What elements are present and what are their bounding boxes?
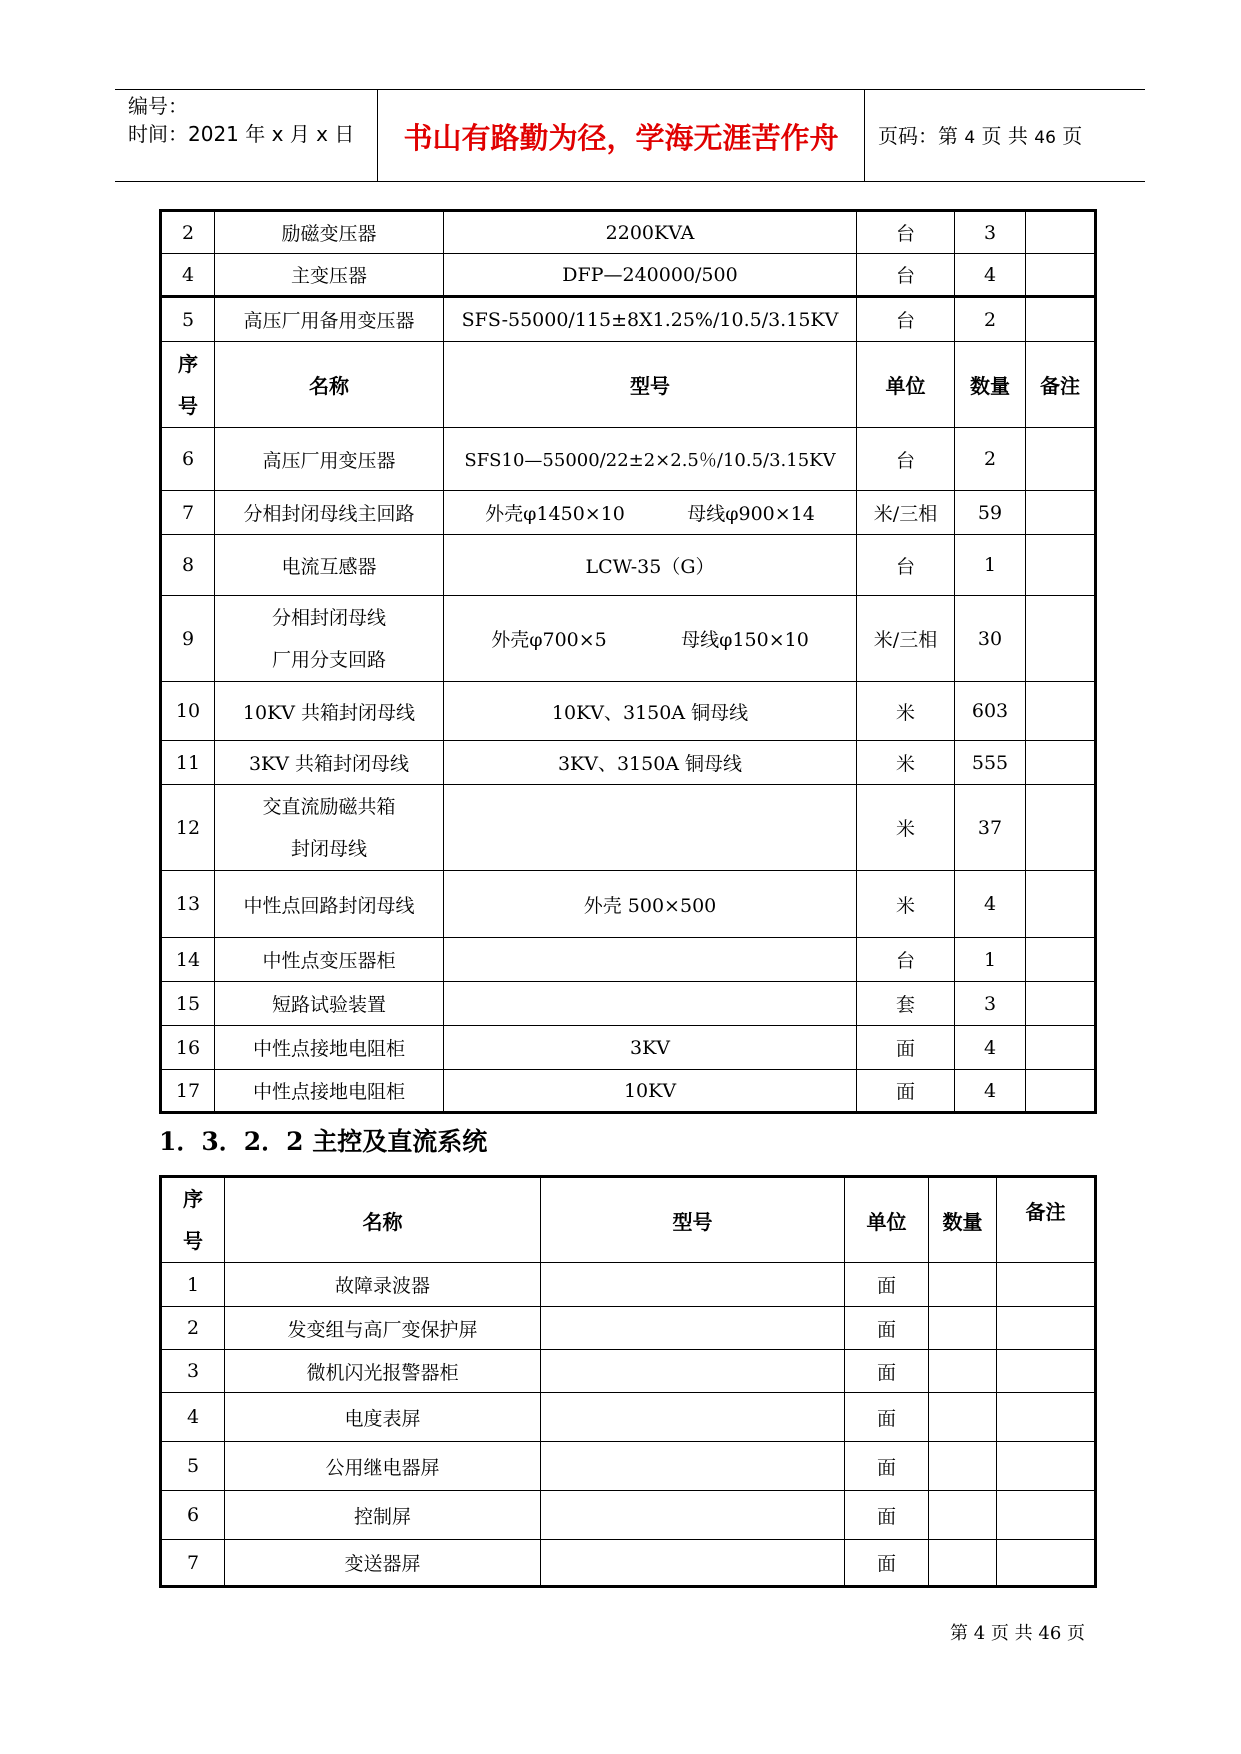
cell-unit: 面 [845, 1350, 929, 1393]
cell-unit: 台 [857, 938, 955, 982]
cell-unit: 面 [845, 1442, 929, 1491]
name-line-1: 分相封闭母线 [271, 606, 386, 629]
cell-unit: 米/三相 [857, 491, 955, 535]
table-row [161, 682, 1096, 741]
cell-model [444, 938, 857, 982]
cell-qty: 4 [955, 254, 1026, 297]
footer-mid: 页 共 [990, 1623, 1033, 1644]
header-no: 序号 [161, 1177, 225, 1263]
page-total: 46 [1034, 128, 1056, 148]
header-unit: 单位 [857, 342, 955, 428]
cell-model: SFS10—55000/22±2×2.5％/10.5/3.15KV [444, 428, 857, 491]
cell-no: 14 [161, 938, 215, 982]
cell-note [1026, 535, 1096, 596]
doc-time-label: 时间：2021 年 x 月 x 日 [128, 122, 355, 146]
header-name: 名称 [225, 1177, 541, 1263]
header-no: 序号 [161, 342, 215, 428]
table-row [161, 1442, 1096, 1491]
cell-note [1026, 871, 1096, 938]
cell-qty [929, 1350, 997, 1393]
footer-total: 46 [1038, 1623, 1062, 1644]
cell-model: 10KV、3150A 铜母线 [444, 682, 857, 741]
cell-qty: 603 [955, 682, 1026, 741]
cell-note [1026, 785, 1096, 871]
cell-name: 变送器屏 [225, 1540, 541, 1587]
table-row [161, 211, 1096, 254]
cell-qty [929, 1393, 997, 1442]
cell-name: 短路试验装置 [215, 982, 444, 1026]
cell-model [541, 1442, 845, 1491]
cell-qty: 30 [955, 596, 1026, 682]
cell-qty [929, 1307, 997, 1350]
cell-unit: 台 [857, 211, 955, 254]
table-row [161, 1307, 1096, 1350]
table-row [161, 938, 1096, 982]
header-divider-right [864, 90, 865, 182]
cell-qty: 555 [955, 741, 1026, 785]
cell-name: 中性点回路封闭母线 [215, 871, 444, 938]
cell-qty [929, 1263, 997, 1307]
cell-note [1026, 254, 1096, 297]
page-number: 4 [964, 128, 976, 148]
footer-page: 4 [973, 1623, 986, 1644]
page-mid: 页 共 [981, 124, 1028, 148]
header-model: 型号 [444, 342, 857, 428]
cell-name: 主变压器 [215, 254, 444, 297]
table-row [161, 491, 1096, 535]
cell-name: 微机闪光报警器柜 [225, 1350, 541, 1393]
cell-model [541, 1540, 845, 1587]
cell-qty [929, 1491, 997, 1540]
model-busbar: 母线φ150×10 [681, 629, 809, 651]
header-note: 备注 [1026, 342, 1096, 428]
cell-name: 故障录波器 [225, 1263, 541, 1307]
model-shell: 外壳φ1450×10 [485, 503, 625, 525]
header-name: 名称 [215, 342, 444, 428]
cell-qty: 3 [955, 982, 1026, 1026]
cell-qty [929, 1442, 997, 1491]
header-left [128, 92, 354, 148]
cell-model: 10KV [444, 1070, 857, 1113]
cell-no: 2 [161, 1307, 225, 1350]
cell-no: 16 [161, 1026, 215, 1070]
model-shell: 外壳φ700×5 [491, 629, 607, 651]
table-header-row [161, 342, 1096, 428]
cell-unit: 台 [857, 535, 955, 596]
cell-no: 10 [161, 682, 215, 741]
cell-qty: 1 [955, 535, 1026, 596]
cell-model [444, 596, 857, 682]
cell-qty [929, 1540, 997, 1587]
cell-unit: 台 [857, 254, 955, 297]
cell-no: 7 [161, 491, 215, 535]
table-row [161, 1350, 1096, 1393]
cell-qty: 37 [955, 785, 1026, 871]
cell-note [1026, 938, 1096, 982]
cell-note [1026, 596, 1096, 682]
cell-unit: 面 [857, 1026, 955, 1070]
cell-name: 3KV 共箱封闭母线 [215, 741, 444, 785]
header-note: 备注 [997, 1177, 1096, 1263]
section-title: 1．3．2．2 主控及直流系统 [159, 1127, 488, 1156]
cell-unit: 面 [845, 1540, 929, 1587]
name-line-2: 厂用分支回路 [271, 648, 386, 671]
cell-name: 分相封闭母线主回路 [215, 491, 444, 535]
cell-unit: 米/三相 [857, 596, 955, 682]
cell-model: SFS-55000/115±8X1.25%/10.5/3.15KV [444, 297, 857, 342]
table-row [161, 1026, 1096, 1070]
cell-name: 公用继电器屏 [225, 1442, 541, 1491]
cell-model [444, 491, 857, 535]
table-row [161, 871, 1096, 938]
cell-qty: 59 [955, 491, 1026, 535]
footer-prefix: 第 [950, 1623, 968, 1644]
cell-no: 5 [161, 297, 215, 342]
header-qty: 数量 [929, 1177, 997, 1263]
cell-note [1026, 211, 1096, 254]
cell-name: 高压厂用变压器 [215, 428, 444, 491]
cell-model [541, 1350, 845, 1393]
model-busbar: 母线φ900×14 [687, 503, 815, 525]
header-unit: 单位 [845, 1177, 929, 1263]
cell-no: 11 [161, 741, 215, 785]
cell-model: 3KV、3150A 铜母线 [444, 741, 857, 785]
cell-model: 2200KVA [444, 211, 857, 254]
cell-model [541, 1307, 845, 1350]
header-motto: 书山有路勤为径，学海无涯苦作舟 [403, 120, 839, 155]
cell-no: 7 [161, 1540, 225, 1587]
doc-number-label: 编号： [128, 94, 188, 118]
name-line-1: 交直流励磁共箱 [262, 795, 396, 818]
header-model: 型号 [541, 1177, 845, 1263]
cell-model: 3KV [444, 1026, 857, 1070]
cell-note [1026, 297, 1096, 342]
cell-name: 10KV 共箱封闭母线 [215, 682, 444, 741]
cell-unit: 套 [857, 982, 955, 1026]
cell-unit: 米 [857, 741, 955, 785]
cell-note [1026, 741, 1096, 785]
cell-model [444, 785, 857, 871]
cell-name: 中性点变压器柜 [215, 938, 444, 982]
cell-no: 2 [161, 211, 215, 254]
cell-name [215, 596, 444, 682]
header-page-info [878, 120, 1082, 149]
footer-suffix: 页 [1067, 1623, 1086, 1644]
cell-qty: 2 [955, 297, 1026, 342]
table-row [161, 1491, 1096, 1540]
cell-note [1026, 428, 1096, 491]
cell-note [997, 1393, 1096, 1442]
cell-qty: 4 [955, 1026, 1026, 1070]
equipment-table-2 [159, 1175, 1097, 1588]
cell-no: 8 [161, 535, 215, 596]
cell-model [541, 1263, 845, 1307]
cell-unit: 米 [857, 785, 955, 871]
cell-note [1026, 1026, 1096, 1070]
page-prefix: 页码：第 [878, 124, 958, 148]
cell-name: 高压厂用备用变压器 [215, 297, 444, 342]
cell-note [997, 1350, 1096, 1393]
cell-name: 电度表屏 [225, 1393, 541, 1442]
cell-no: 6 [161, 1491, 225, 1540]
cell-no: 4 [161, 254, 215, 297]
cell-note [997, 1442, 1096, 1491]
cell-no: 15 [161, 982, 215, 1026]
cell-no: 6 [161, 428, 215, 491]
cell-unit: 米 [857, 682, 955, 741]
cell-qty: 1 [955, 938, 1026, 982]
cell-name [215, 785, 444, 871]
table-header-row [161, 1177, 1096, 1263]
cell-unit: 台 [857, 428, 955, 491]
table-row [161, 1393, 1096, 1442]
table-row [161, 1070, 1096, 1113]
cell-name: 中性点接地电阻柜 [215, 1026, 444, 1070]
cell-note [997, 1263, 1096, 1307]
cell-no: 4 [161, 1393, 225, 1442]
cell-note [997, 1491, 1096, 1540]
header-qty: 数量 [955, 342, 1026, 428]
cell-name: 发变组与高厂变保护屏 [225, 1307, 541, 1350]
table-row [161, 785, 1096, 871]
name-line-2: 封闭母线 [290, 837, 367, 860]
cell-note [997, 1307, 1096, 1350]
cell-qty: 4 [955, 1070, 1026, 1113]
cell-note [1026, 1070, 1096, 1113]
cell-no: 12 [161, 785, 215, 871]
cell-name: 励磁变压器 [215, 211, 444, 254]
cell-qty: 2 [955, 428, 1026, 491]
cell-name: 控制屏 [225, 1491, 541, 1540]
cell-unit: 面 [857, 1070, 955, 1113]
cell-name: 电流互感器 [215, 535, 444, 596]
cell-unit: 面 [845, 1491, 929, 1540]
cell-model [541, 1491, 845, 1540]
cell-unit: 面 [845, 1263, 929, 1307]
table-row [161, 1540, 1096, 1587]
table-row [161, 535, 1096, 596]
cell-note [1026, 982, 1096, 1026]
page-footer [950, 1619, 1085, 1645]
cell-model [541, 1393, 845, 1442]
cell-note [997, 1540, 1096, 1587]
table-row [161, 297, 1096, 342]
cell-qty: 4 [955, 871, 1026, 938]
cell-no: 3 [161, 1350, 225, 1393]
cell-name: 中性点接地电阻柜 [215, 1070, 444, 1113]
table-row [161, 428, 1096, 491]
cell-unit: 米 [857, 871, 955, 938]
table-row [161, 254, 1096, 297]
cell-note [1026, 682, 1096, 741]
cell-unit: 台 [857, 297, 955, 342]
equipment-table-1 [159, 209, 1097, 1114]
table-row [161, 596, 1096, 682]
table-row [161, 741, 1096, 785]
cell-model: DFP—240000/500 [444, 254, 857, 297]
page-suffix: 页 [1062, 124, 1083, 148]
table-row [161, 982, 1096, 1026]
cell-unit: 面 [845, 1393, 929, 1442]
cell-note [1026, 491, 1096, 535]
cell-qty: 3 [955, 211, 1026, 254]
cell-no: 1 [161, 1263, 225, 1307]
table-row [161, 1263, 1096, 1307]
cell-no: 17 [161, 1070, 215, 1113]
cell-no: 9 [161, 596, 215, 682]
cell-model [444, 982, 857, 1026]
cell-no: 5 [161, 1442, 225, 1491]
cell-no: 13 [161, 871, 215, 938]
cell-model: 外壳 500×500 [444, 871, 857, 938]
cell-unit: 面 [845, 1307, 929, 1350]
cell-model: LCW-35（G） [444, 535, 857, 596]
